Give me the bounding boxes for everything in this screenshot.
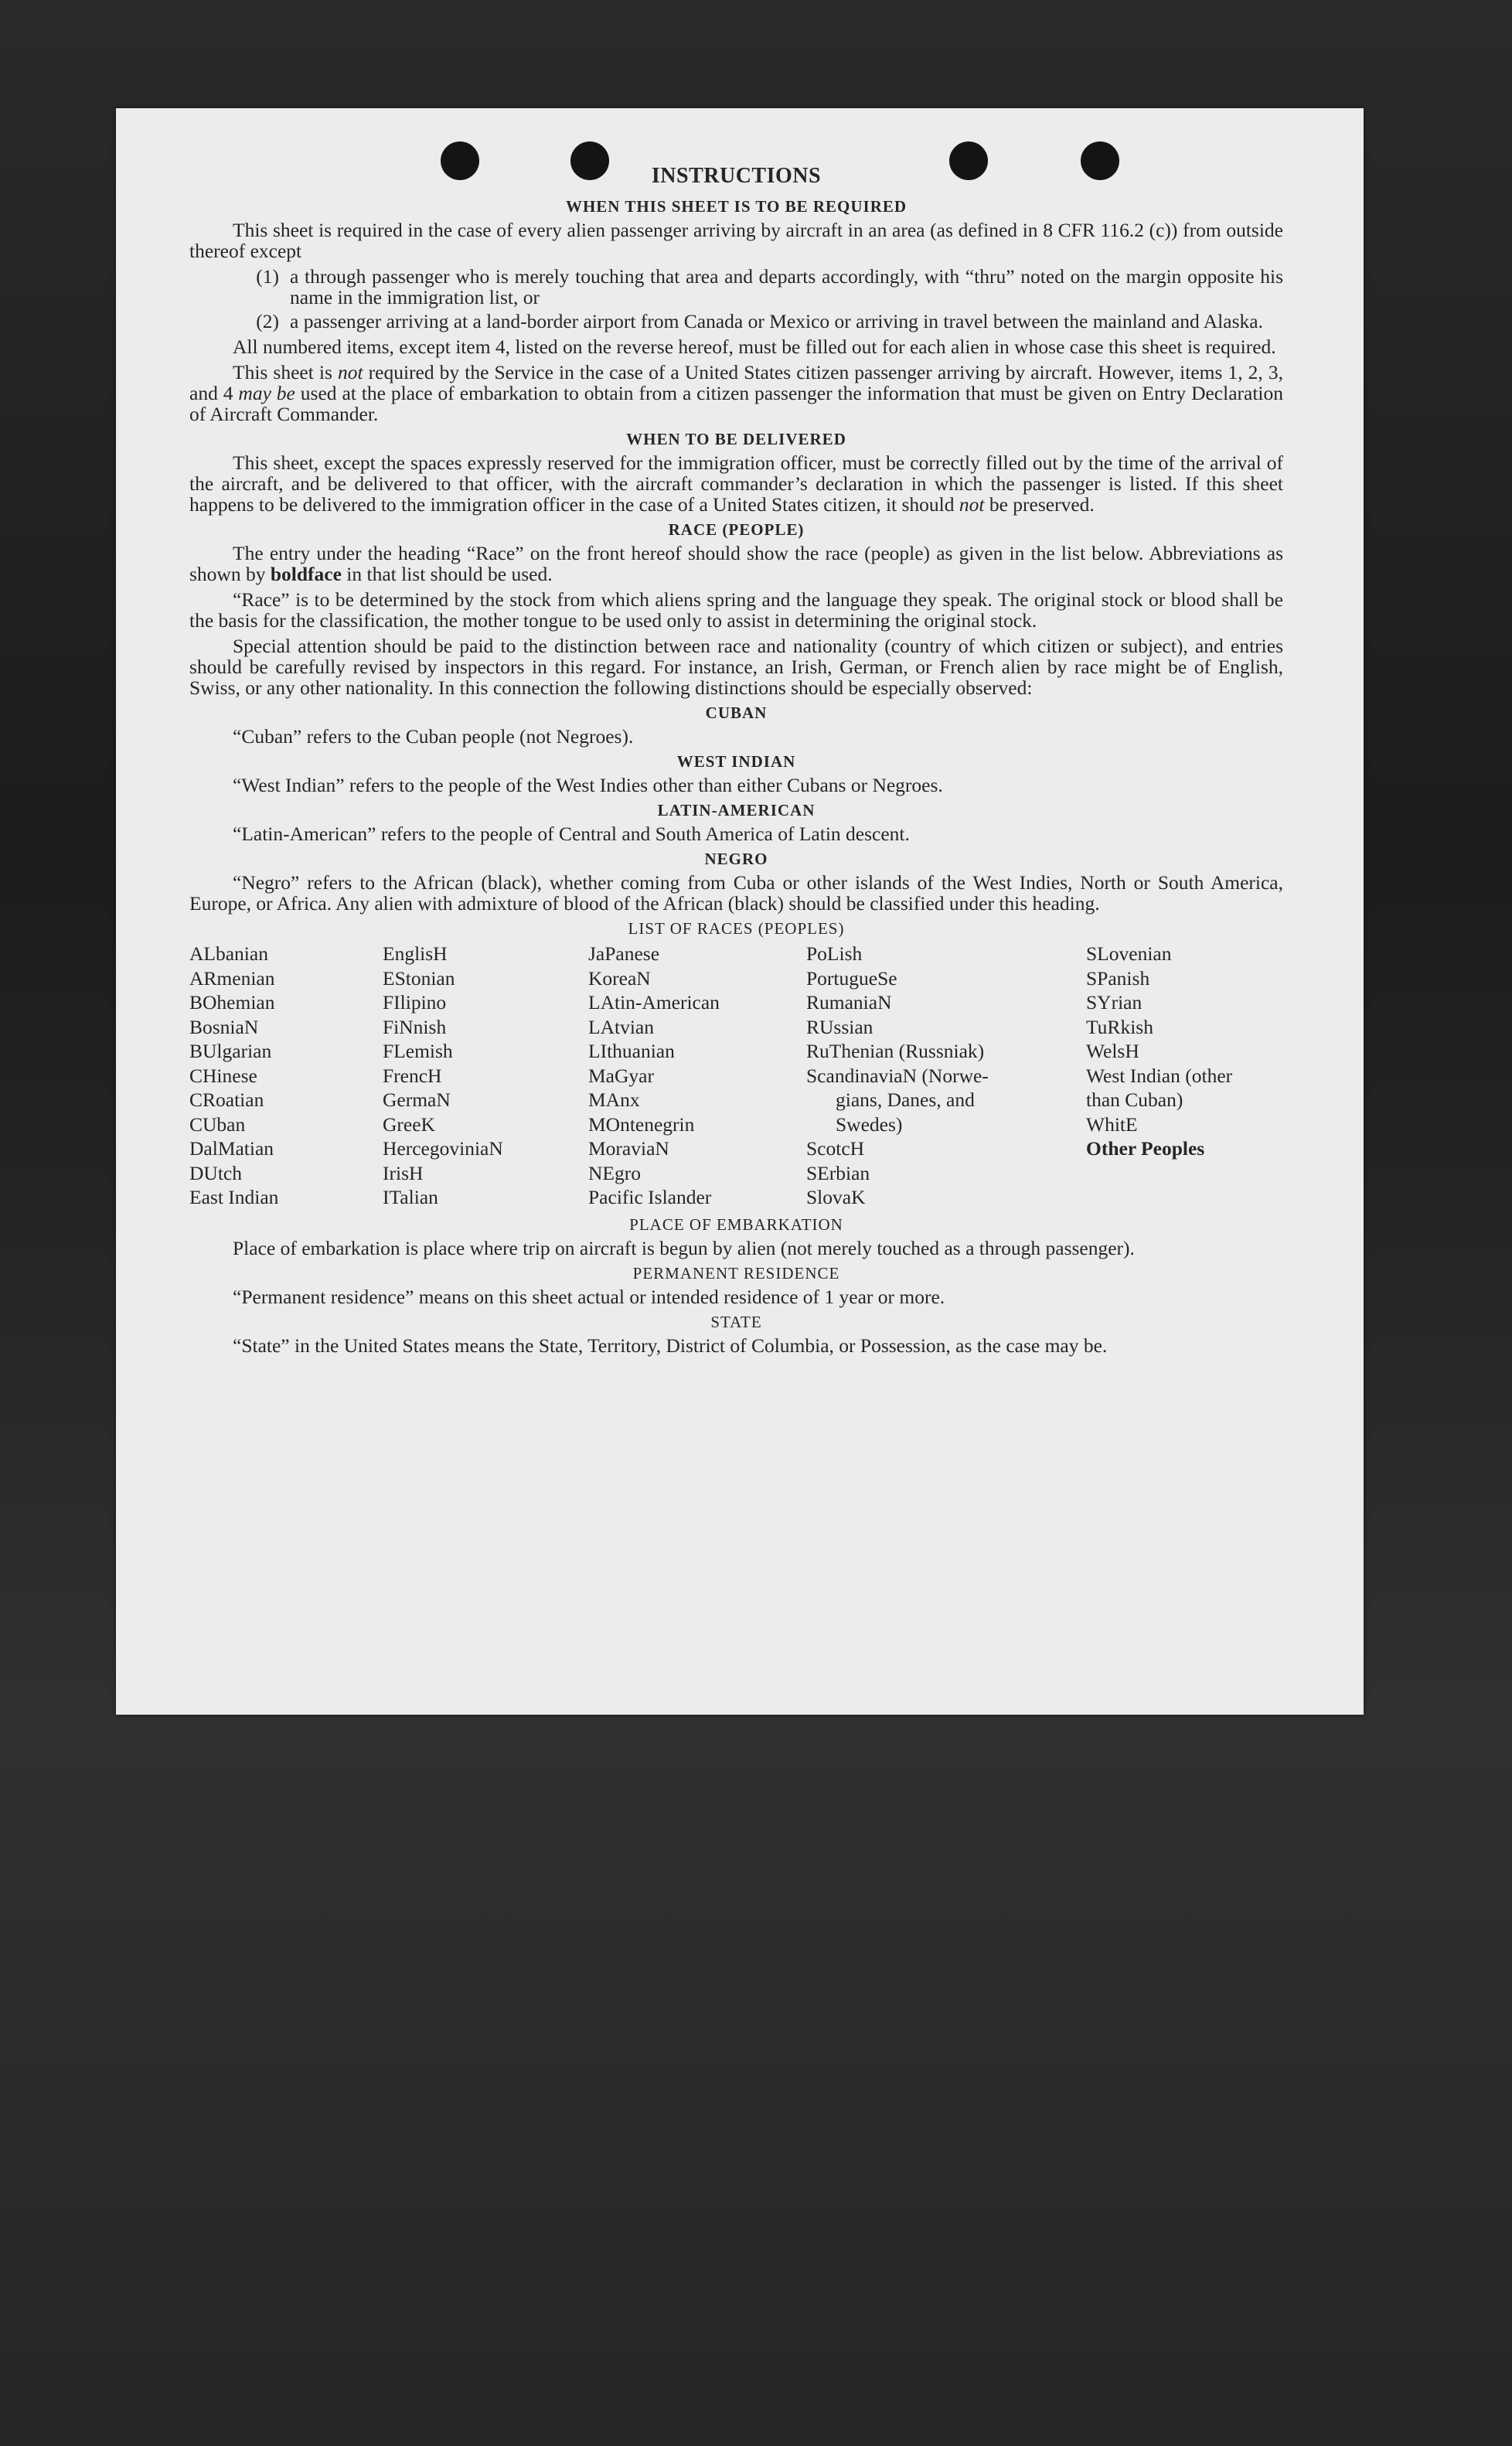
paragraph-text: be preserved. xyxy=(989,493,1095,516)
section-heading: PLACE OF EMBARKATION xyxy=(629,1214,843,1234)
paragraph-text: This sheet is xyxy=(233,361,332,383)
race-entry: Pacific Islander xyxy=(588,1186,712,1208)
race-list xyxy=(189,942,1283,1210)
race-entry-continuation: Swedes) xyxy=(836,1112,903,1136)
section-heading: WEST INDIAN xyxy=(676,752,796,771)
race-entry: ScandinaviaN (Norwe- xyxy=(806,1064,989,1087)
paragraph-text: in that list should be used. xyxy=(346,563,553,585)
section-heading: WHEN TO BE DELIVERED xyxy=(626,430,846,448)
paragraph: “Negro” refers to the African (black), whether coming from Cuba or other islands of the West Indies, North or South America, Europe, or Africa. Any alien with admixture of blood of the African (black) should be classified under this heading. xyxy=(189,871,1283,915)
race-entry: FLemish xyxy=(383,1040,453,1062)
race-entry: BosniaN xyxy=(189,1015,259,1038)
race-entry: GermaN xyxy=(383,1088,451,1111)
race-entry: EStonian xyxy=(383,966,455,990)
paragraph: “Latin-American” refers to the people of Central and South America of Latin descent. xyxy=(233,823,910,845)
race-entry: ALbanian xyxy=(189,942,268,965)
paragraph-text: The entry under the heading “Race” on the front hereof should show the race (people) as given in the list below. Abbreviations as shown by xyxy=(189,542,1283,585)
section-heading: LATIN-AMERICAN xyxy=(657,801,816,819)
race-entry: Other Peoples xyxy=(1086,1137,1205,1160)
race-entry: MOntenegrin xyxy=(588,1112,695,1136)
race-entry: FiNnish xyxy=(383,1015,447,1038)
race-entry: BOhemian xyxy=(189,991,275,1013)
document-sheet xyxy=(116,108,1364,1715)
race-entry: West Indian (other xyxy=(1086,1064,1233,1087)
race-entry: RUssian xyxy=(806,1015,873,1038)
race-entry: LIthuanian xyxy=(588,1040,675,1062)
race-entry: MAnx xyxy=(588,1088,640,1111)
paragraph-text: required by the Service in the case of a United States citizen passenger arriving by aircraft. However, items 1, 2, 3, and 4 xyxy=(189,361,1283,404)
race-entry: SErbian xyxy=(806,1161,870,1184)
paragraph xyxy=(189,220,1283,261)
race-entry: FrencH xyxy=(383,1064,442,1087)
race-entry: SYrian xyxy=(1086,991,1143,1013)
race-entry: WelsH xyxy=(1086,1040,1139,1062)
list-item xyxy=(189,311,1283,332)
race-entry: KoreaN xyxy=(588,966,651,990)
paragraph: “State” in the United States means the State, Territory, District of Columbia, or Possession, as the case may be. xyxy=(233,1334,1108,1357)
race-entry: CRoatian xyxy=(189,1088,264,1111)
emphasis: boldface xyxy=(270,563,342,585)
paragraph xyxy=(189,543,1283,584)
paragraph-text: This sheet is required in the case of every alien passenger arriving by aircraft in an area (as defined in 8 CFR 116.2 (c)) from outside thereof except xyxy=(189,219,1283,262)
race-column xyxy=(189,942,383,1210)
race-entry: MaGyar xyxy=(588,1064,654,1087)
race-entry: TuRkish xyxy=(1086,1015,1153,1038)
list-item-text: a passenger arriving at a land-border airport from Canada or Mexico or arriving in travel between the mainland and Alaska. xyxy=(290,310,1263,332)
paragraph: “Cuban” refers to the Cuban people (not Negroes). xyxy=(233,725,634,748)
race-entry: CUban xyxy=(189,1112,246,1136)
list-item-text: a through passenger who is merely touching that area and departs accordingly, with “thru” noted on the margin opposite his name in the immigration list, or xyxy=(290,265,1283,308)
race-entry: CHinese xyxy=(189,1064,257,1087)
section-heading: RACE (PEOPLE) xyxy=(668,520,805,539)
race-column xyxy=(588,942,806,1210)
section-heading: NEGRO xyxy=(704,850,768,868)
list-item-number: (1) xyxy=(256,265,279,288)
race-column xyxy=(383,942,588,1210)
race-entry: HercegoviniaN xyxy=(383,1137,503,1160)
race-entry: SPanish xyxy=(1086,966,1150,990)
race-entry: ARmenian xyxy=(189,966,275,990)
race-entry: JaPanese xyxy=(588,942,660,965)
race-entry: EnglisH xyxy=(383,942,448,965)
race-entry: BUlgarian xyxy=(189,1040,272,1062)
race-entry: PoLish xyxy=(806,942,863,965)
race-entry: East Indian xyxy=(189,1186,279,1208)
race-entry: FIlipino xyxy=(383,991,447,1013)
race-entry-continuation: than Cuban) xyxy=(1086,1088,1183,1111)
paragraph xyxy=(189,452,1283,515)
emphasis: may be xyxy=(238,382,295,404)
section-heading: STATE xyxy=(710,1312,762,1331)
race-entry-continuation: gians, Danes, and xyxy=(836,1088,975,1111)
race-entry: LAtvian xyxy=(588,1015,654,1038)
paragraph-text: used at the place of embarkation to obtain from a citizen passenger the information that must be given on Entry Declaration of Aircraft Commander. xyxy=(189,382,1283,425)
race-entry: SlovaK xyxy=(806,1186,866,1208)
paragraph: “Race” is to be determined by the stock from which aliens spring and the language they speak. The original stock or blood shall be the basis for the classification, the mother tongue to be used only to assist in determining the original stock. xyxy=(189,588,1283,632)
race-entry: ScotcH xyxy=(806,1137,865,1160)
race-entry: RuThenian (Russniak) xyxy=(806,1040,985,1062)
race-entry: DUtch xyxy=(189,1161,242,1184)
race-entry: ITalian xyxy=(383,1186,438,1208)
race-entry: NEgro xyxy=(588,1161,641,1184)
race-column xyxy=(806,942,1086,1210)
page-title: INSTRUCTIONS xyxy=(651,164,822,188)
emphasis: not xyxy=(959,493,985,516)
paragraph: “Permanent residence” means on this sheet actual or intended residence of 1 year or more. xyxy=(233,1285,945,1308)
race-entry: RumaniaN xyxy=(806,991,892,1013)
paragraph xyxy=(189,362,1283,424)
race-entry: DalMatian xyxy=(189,1137,274,1160)
list-item xyxy=(189,266,1283,308)
section-heading: WHEN THIS SHEET IS TO BE REQUIRED xyxy=(565,197,908,216)
race-entry: GreeK xyxy=(383,1112,435,1136)
race-entry: SLovenian xyxy=(1086,942,1172,965)
section-heading: PERMANENT RESIDENCE xyxy=(632,1263,840,1283)
paragraph: Place of embarkation is place where trip on aircraft is begun by alien (not merely touched as a through passenger). xyxy=(233,1236,1135,1259)
paragraph: “West Indian” refers to the people of the West Indies other than either Cubans or Negroes. xyxy=(233,774,943,796)
race-entry: WhitE xyxy=(1086,1112,1138,1136)
section-heading: LIST OF RACES (PEOPLES) xyxy=(628,919,845,938)
emphasis: not xyxy=(337,361,363,383)
race-entry: MoraviaN xyxy=(588,1137,669,1160)
list-item-number: (2) xyxy=(256,310,279,332)
exception-list xyxy=(189,266,1283,332)
paragraph: All numbered items, except item 4, listed on the reverse hereof, must be filled out for each alien in whose case this sheet is required. xyxy=(233,336,1276,358)
race-column xyxy=(1086,942,1283,1210)
race-entry: IrisH xyxy=(383,1161,424,1184)
document-body xyxy=(189,164,1283,1361)
section-heading: CUBAN xyxy=(705,703,768,722)
race-entry: LAtin-American xyxy=(588,991,720,1013)
paragraph: Special attention should be paid to the distinction between race and nationality (country of which citizen or subject), and entries should be carefully revised by inspectors in this regard. For instance, an Irish, German, or French alien by race might be of English, Swiss, or any other nationality. In this connection the following distinctions should be especially observed: xyxy=(189,635,1283,699)
paragraph-text: This sheet, except the spaces expressly reserved for the immigration officer, must be correctly filled out by the time of the arrival of the aircraft, and be delivered to that officer, with the aircraft commander’s declaration in which the passenger is listed. If this sheet happens to be delivered to the immigration officer in the case of a United States citizen, it should xyxy=(189,451,1283,516)
race-entry: PortugueSe xyxy=(806,966,897,990)
